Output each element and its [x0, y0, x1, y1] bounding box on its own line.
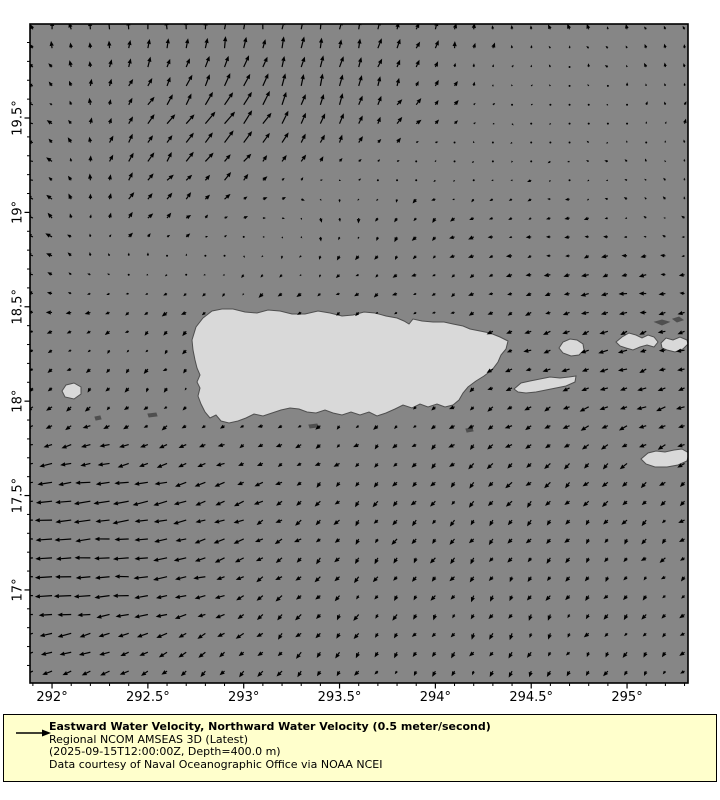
x-tick-label: 294° — [419, 690, 452, 705]
x-tick-label: 292° — [36, 690, 68, 705]
y-tick-label: 18.5° — [10, 289, 26, 325]
island-cayo-southeast — [466, 428, 473, 432]
y-tick-label: 18° — [10, 389, 26, 413]
x-tick-label: 292.5° — [126, 690, 170, 705]
y-tick-label: 17° — [10, 578, 26, 602]
x-tick-label: 293.5° — [317, 690, 362, 705]
legend-dataset: Regional NCOM AMSEAS 3D (Latest) — [49, 732, 248, 746]
x-tick-label: 294.5° — [509, 690, 554, 705]
legend-credit: Data courtesy of Naval Oceanographic Office via NOAA NCEI — [49, 757, 383, 771]
legend-title: Eastward Water Velocity, Northward Water Velocity (0.5 meter/second) — [49, 720, 491, 733]
y-tick-label: 19° — [10, 200, 26, 224]
y-tick-label: 17.5° — [10, 477, 26, 514]
legend-caption — [49, 721, 491, 771]
y-tick-label: 19.5° — [10, 100, 26, 136]
legend-box — [3, 714, 717, 782]
x-tick-label: 293° — [228, 690, 260, 705]
island-cayo-south-1 — [148, 413, 157, 417]
reference-arrow-icon — [15, 728, 53, 738]
x-tick-label: 295° — [611, 690, 643, 705]
island-cayo-south-2 — [95, 416, 101, 420]
legend-time-depth: (2025-09-15T12:00:00Z, Depth=400.0 m) — [49, 745, 281, 758]
